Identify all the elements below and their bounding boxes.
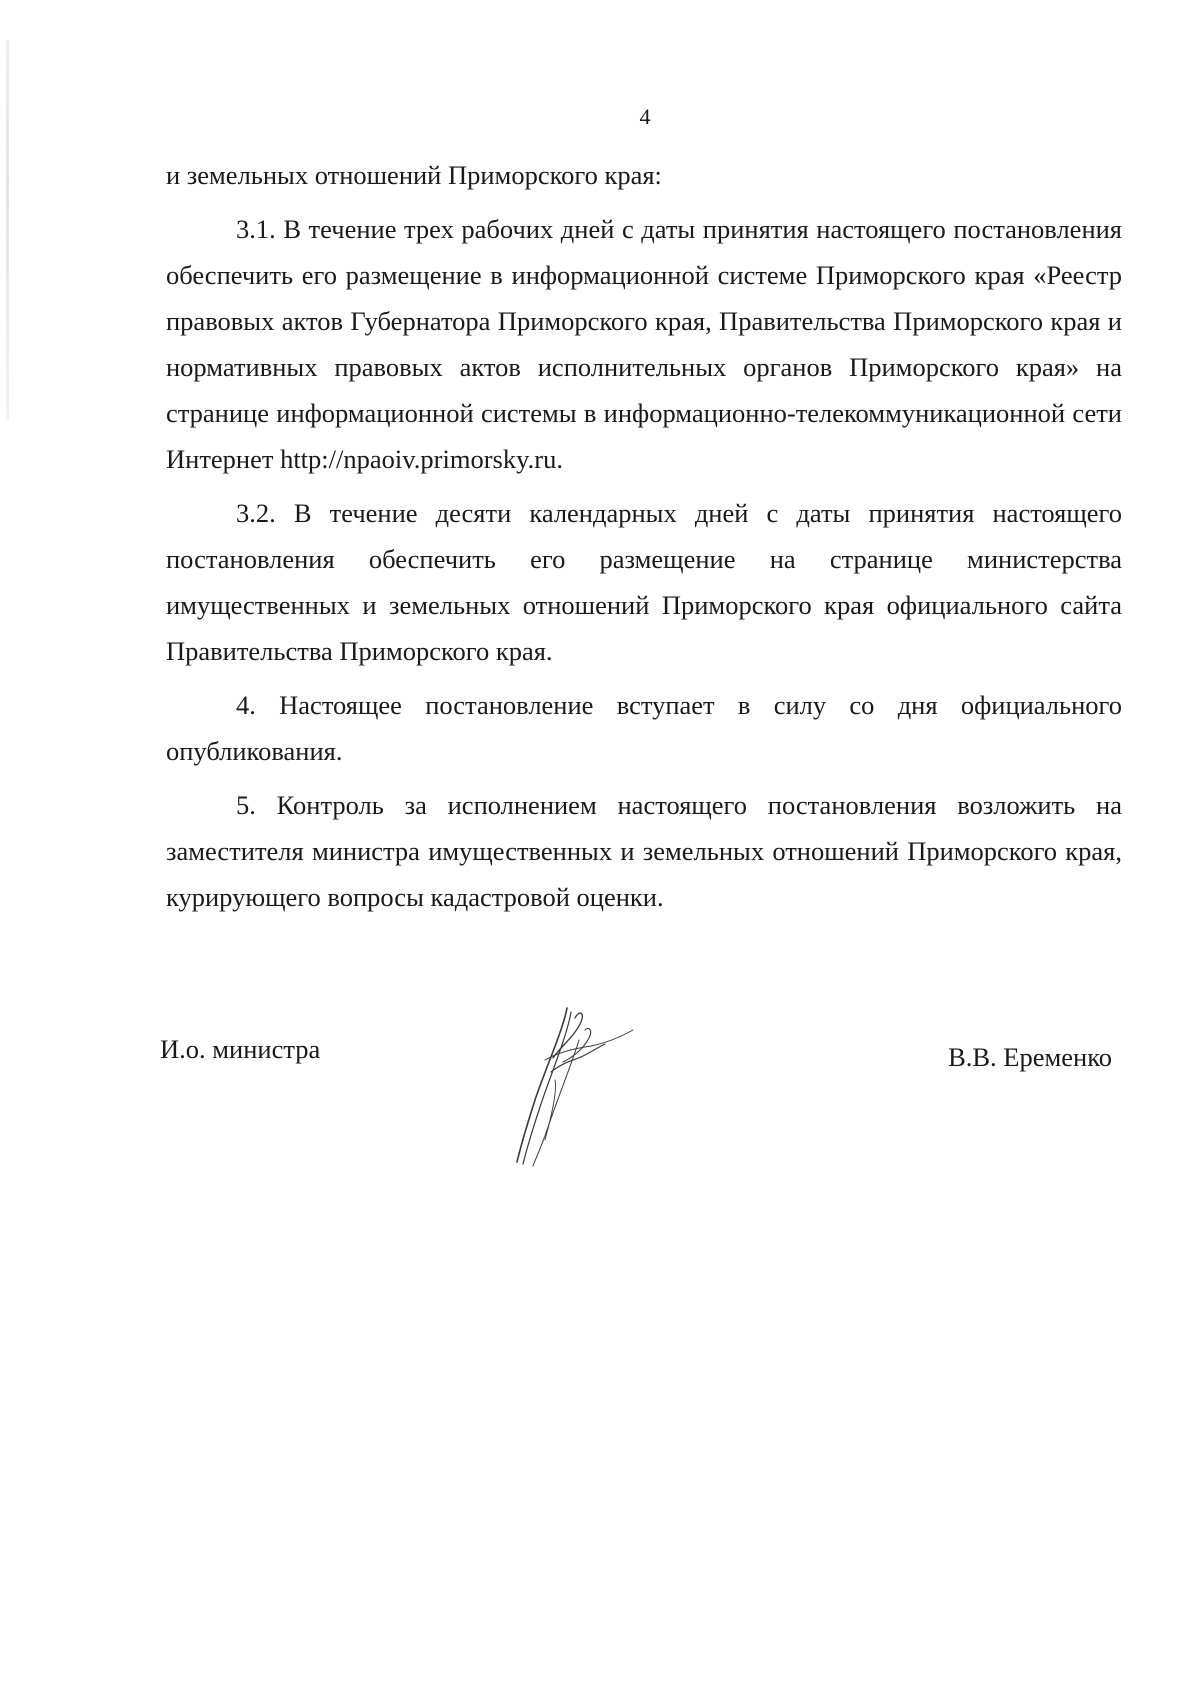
paragraph-5: 5. Контроль за исполнением настоящего постановления возложить на заместителя министра имущественных и земельных отношений Приморского края, курирующего вопросы кадастровой оценки. [166,790,1122,912]
paragraph-continuation: и земельных отношений Приморского края: [166,160,662,190]
page-number: 4 [639,104,651,129]
paragraph-3-1-text: 3.1. В течение трех рабочих дней с даты принятия настоящего постановления обеспечить его размещение в информационной системе Приморского края «Реестр правовых актов Губернатора Приморского края, Правительства Приморского края и нормативных правовых актов исполнительных органов Приморского края» на странице информационной системы в информационно-телекоммуникационной сети Интернет [166,214,1122,474]
paragraph-3-1 [166,206,1122,482]
signatory-name: В.В. Еременко [948,1042,1112,1072]
registry-link[interactable]: http://npaoiv.primorsky.ru. [280,444,563,474]
paragraph-4: 4. Настоящее постановление вступает в силу со дня официального опубликования. [166,690,1122,766]
paragraph-3-2: 3.2. В течение десяти календарных дней с даты принятия настоящего постановления обеспечить его размещение на странице министерства имущественных и земельных отношений Приморского края официального сайта Правительства Приморского края. [166,498,1122,666]
signatory-position: И.о. министра [160,1034,321,1064]
handwritten-signature [505,1000,635,1170]
document-body [166,152,1122,928]
scan-margin-mark [6,40,9,420]
